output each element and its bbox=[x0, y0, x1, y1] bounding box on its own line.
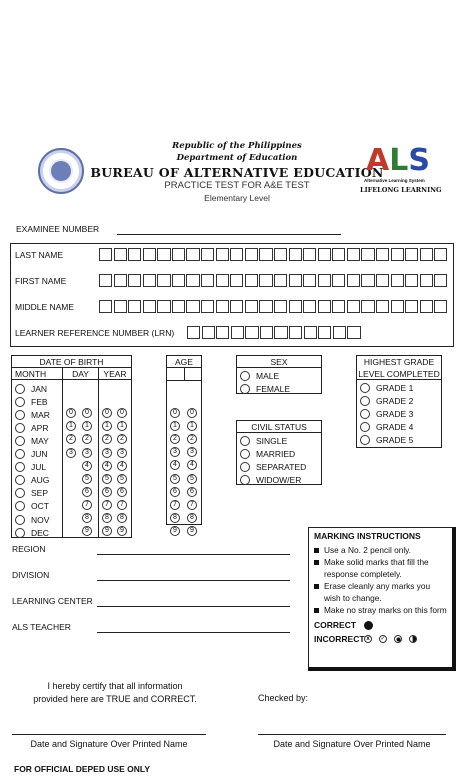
letter-box[interactable] bbox=[274, 326, 287, 339]
letter-box[interactable] bbox=[420, 300, 433, 313]
letter-box[interactable] bbox=[143, 300, 156, 313]
radio-bubble[interactable] bbox=[360, 435, 370, 445]
option-item[interactable] bbox=[360, 407, 438, 420]
correct-label: CORRECT bbox=[314, 620, 357, 630]
radio-bubble[interactable] bbox=[240, 371, 250, 381]
letter-box[interactable] bbox=[99, 248, 112, 261]
grade-panel bbox=[356, 355, 442, 448]
radio-bubble[interactable] bbox=[15, 515, 25, 525]
radio-bubble[interactable] bbox=[360, 396, 370, 406]
info-field-input[interactable] bbox=[97, 580, 290, 581]
incorrect-label: INCORRECT bbox=[314, 634, 365, 644]
digit-bubble[interactable]: 7 bbox=[170, 500, 180, 510]
month-option[interactable] bbox=[15, 461, 61, 474]
letter-box[interactable] bbox=[260, 326, 273, 339]
digit-bubble[interactable]: 7 bbox=[102, 500, 112, 510]
month-label: NOV bbox=[31, 514, 50, 525]
digit-bubble[interactable]: 1 bbox=[102, 421, 112, 431]
letter-boxes bbox=[99, 248, 449, 261]
option-item[interactable] bbox=[240, 369, 318, 382]
sex-panel bbox=[236, 355, 322, 394]
digit-bubble[interactable]: 8 bbox=[117, 513, 127, 523]
department-text: Department of Education bbox=[176, 153, 298, 163]
radio-bubble[interactable] bbox=[240, 449, 250, 459]
letter-box[interactable] bbox=[245, 274, 258, 287]
digit-bubble[interactable]: 6 bbox=[187, 487, 197, 497]
digit-bubble[interactable]: 6 bbox=[117, 487, 127, 497]
letter-box[interactable] bbox=[420, 274, 433, 287]
letter-box[interactable] bbox=[172, 248, 185, 261]
radio-bubble[interactable] bbox=[15, 410, 25, 420]
republic-text: Republic of the Philippines bbox=[172, 141, 302, 151]
digit-bubble[interactable]: 6 bbox=[102, 487, 112, 497]
radio-bubble[interactable] bbox=[15, 384, 25, 394]
letter-box[interactable] bbox=[245, 248, 258, 261]
letter-box[interactable] bbox=[143, 274, 156, 287]
letter-box[interactable] bbox=[347, 274, 360, 287]
month-option[interactable] bbox=[15, 408, 61, 421]
digit-bubble[interactable]: 3 bbox=[102, 448, 112, 458]
letter-boxes bbox=[99, 300, 449, 313]
year-label: YEAR bbox=[98, 368, 131, 379]
certify-line-2: provided here are TRUE and CORRECT. bbox=[33, 694, 197, 704]
marking-title: MARKING INSTRUCTIONS bbox=[314, 531, 421, 541]
test-title: PRACTICE TEST FOR A&E TEST bbox=[164, 180, 310, 191]
digit-bubble[interactable]: 7 bbox=[187, 500, 197, 510]
grade-title-2: LEVEL COMPLETED bbox=[358, 369, 440, 379]
letter-box[interactable] bbox=[230, 274, 243, 287]
letter-box[interactable] bbox=[114, 274, 127, 287]
letter-box[interactable] bbox=[245, 326, 258, 339]
age-panel bbox=[166, 355, 202, 534]
month-option[interactable] bbox=[15, 513, 61, 526]
option-label: WIDOW/ER bbox=[256, 474, 302, 485]
dob-title: DATE OF BIRTH bbox=[12, 356, 131, 368]
digit-bubble[interactable]: 5 bbox=[102, 474, 112, 484]
logo-slogan: LIFELONG LEARNING bbox=[360, 186, 442, 194]
letter-box[interactable] bbox=[245, 300, 258, 313]
month-label: MAY bbox=[31, 435, 49, 446]
info-field-input[interactable] bbox=[97, 554, 290, 555]
letter-box[interactable] bbox=[186, 248, 199, 261]
letter-box[interactable] bbox=[289, 274, 302, 287]
letter-box[interactable] bbox=[332, 300, 345, 313]
radio-bubble[interactable] bbox=[240, 475, 250, 485]
letter-box[interactable] bbox=[347, 300, 360, 313]
letter-box[interactable] bbox=[157, 300, 170, 313]
signature-line-left[interactable] bbox=[12, 734, 206, 735]
option-item[interactable] bbox=[360, 433, 438, 446]
digit-bubble[interactable]: 4 bbox=[117, 461, 127, 471]
month-option[interactable] bbox=[15, 421, 61, 434]
letter-box[interactable] bbox=[391, 274, 404, 287]
digit-bubble[interactable]: 0 bbox=[102, 408, 112, 418]
bureau-title: BUREAU OF ALTERNATIVE EDUCATION bbox=[90, 165, 384, 180]
letter-box[interactable] bbox=[230, 300, 243, 313]
digit-bubble[interactable]: 3 bbox=[66, 448, 76, 458]
radio-bubble[interactable] bbox=[15, 397, 25, 407]
civil-status-panel bbox=[236, 420, 322, 485]
letter-box[interactable] bbox=[202, 326, 215, 339]
option-item[interactable] bbox=[360, 381, 438, 394]
digit-bubble[interactable]: 4 bbox=[82, 461, 92, 471]
month-label: FEB bbox=[31, 396, 48, 407]
incorrect-mark-icon bbox=[409, 635, 417, 643]
month-label: DEC bbox=[31, 527, 49, 538]
checked-by-label: Checked by: bbox=[258, 693, 309, 703]
option-item[interactable] bbox=[240, 382, 318, 395]
letter-box[interactable] bbox=[157, 248, 170, 261]
examinee-number-field[interactable] bbox=[117, 234, 341, 235]
info-field-input[interactable] bbox=[97, 606, 290, 607]
digit-bubble[interactable]: 9 bbox=[82, 526, 92, 536]
letter-box[interactable] bbox=[318, 274, 331, 287]
incorrect-mark-icon: ✓ bbox=[380, 636, 386, 642]
radio-bubble[interactable] bbox=[360, 422, 370, 432]
letter-box[interactable] bbox=[361, 300, 374, 313]
incorrect-mark-icon: x bbox=[364, 635, 372, 643]
letter-box[interactable] bbox=[201, 274, 214, 287]
level-text: Elementary Level bbox=[204, 193, 270, 203]
digit-bubble[interactable]: 1 bbox=[170, 421, 180, 431]
digit-bubble[interactable]: 6 bbox=[170, 487, 180, 497]
digit-bubble[interactable]: 0 bbox=[82, 408, 92, 418]
name-field-row bbox=[11, 326, 453, 340]
letter-box[interactable] bbox=[201, 300, 214, 313]
digit-bubble[interactable]: 9 bbox=[117, 526, 127, 536]
letter-box[interactable] bbox=[318, 248, 331, 261]
letter-box[interactable] bbox=[186, 300, 199, 313]
info-field-label: LEARNING CENTER bbox=[12, 596, 93, 606]
letter-box[interactable] bbox=[201, 248, 214, 261]
letter-box[interactable] bbox=[391, 300, 404, 313]
digit-bubble[interactable]: 2 bbox=[66, 434, 76, 444]
name-fields-panel bbox=[10, 243, 454, 347]
digit-bubble[interactable]: 2 bbox=[82, 434, 92, 444]
letter-box[interactable] bbox=[289, 326, 302, 339]
digit-bubble[interactable]: 9 bbox=[187, 526, 197, 536]
month-option[interactable] bbox=[15, 395, 61, 408]
letter-box[interactable] bbox=[172, 274, 185, 287]
letter-box[interactable] bbox=[434, 274, 447, 287]
letter-box[interactable] bbox=[391, 248, 404, 261]
letter-box[interactable] bbox=[231, 326, 244, 339]
digit-bubble[interactable]: 1 bbox=[66, 421, 76, 431]
option-item[interactable] bbox=[360, 420, 438, 433]
digit-bubble[interactable]: 3 bbox=[170, 447, 180, 457]
letter-box[interactable] bbox=[274, 300, 287, 313]
digit-bubble[interactable]: 9 bbox=[170, 526, 180, 536]
digit-bubble[interactable]: 2 bbox=[102, 434, 112, 444]
filled-bubble-icon bbox=[364, 621, 373, 630]
radio-bubble[interactable] bbox=[15, 436, 25, 446]
letter-box[interactable] bbox=[361, 248, 374, 261]
letter-box[interactable] bbox=[434, 248, 447, 261]
letter-box[interactable] bbox=[157, 274, 170, 287]
digit-bubble[interactable]: 6 bbox=[82, 487, 92, 497]
info-field-label: ALS TEACHER bbox=[12, 622, 71, 632]
letter-box[interactable] bbox=[303, 274, 316, 287]
letter-box[interactable] bbox=[405, 248, 418, 261]
radio-bubble[interactable] bbox=[15, 475, 25, 485]
civil-status-title: CIVIL STATUS bbox=[237, 421, 321, 433]
letter-box[interactable] bbox=[216, 300, 229, 313]
letter-box[interactable] bbox=[332, 248, 345, 261]
radio-bubble[interactable] bbox=[240, 384, 250, 394]
info-field-label: REGION bbox=[12, 544, 46, 554]
letter-box[interactable] bbox=[186, 274, 199, 287]
letter-box[interactable] bbox=[114, 300, 127, 313]
option-label: MARRIED bbox=[256, 448, 296, 459]
letter-box[interactable] bbox=[347, 326, 360, 339]
letter-box[interactable] bbox=[318, 300, 331, 313]
digit-bubble[interactable]: 3 bbox=[187, 447, 197, 457]
letter-boxes bbox=[99, 274, 449, 287]
name-field-label: LEARNER REFERENCE NUMBER (LRN) bbox=[15, 328, 175, 338]
name-field-row bbox=[11, 274, 453, 288]
radio-bubble[interactable] bbox=[15, 528, 25, 538]
letter-box[interactable] bbox=[128, 248, 141, 261]
radio-bubble[interactable] bbox=[15, 423, 25, 433]
digit-bubble[interactable]: 8 bbox=[102, 513, 112, 523]
digit-bubble[interactable]: 2 bbox=[187, 434, 197, 444]
signature-line-right[interactable] bbox=[258, 734, 446, 735]
digit-bubble[interactable]: 7 bbox=[82, 500, 92, 510]
option-label: MALE bbox=[256, 370, 280, 381]
logo-tagline: Alternative Learning System bbox=[364, 178, 425, 183]
digit-bubble[interactable]: 7 bbox=[117, 500, 127, 510]
month-option[interactable] bbox=[15, 487, 61, 500]
certify-line-1: I hereby certify that all information bbox=[47, 681, 183, 691]
info-field-label: DIVISION bbox=[12, 570, 50, 580]
month-option[interactable] bbox=[15, 434, 61, 447]
marking-instructions-panel bbox=[308, 527, 456, 671]
letter-box[interactable] bbox=[420, 248, 433, 261]
digit-bubble[interactable]: 3 bbox=[117, 448, 127, 458]
radio-bubble[interactable] bbox=[240, 436, 250, 446]
option-item[interactable] bbox=[240, 447, 318, 460]
digit-bubble[interactable]: 9 bbox=[102, 526, 112, 536]
option-item[interactable] bbox=[360, 394, 438, 407]
month-label: MAR bbox=[31, 409, 50, 420]
letter-box[interactable] bbox=[405, 274, 418, 287]
month-label: MONTH bbox=[15, 369, 47, 379]
letter-box[interactable] bbox=[289, 248, 302, 261]
instruction-item: Make solid marks that fill the response completely. bbox=[314, 556, 447, 580]
letter-box[interactable] bbox=[361, 274, 374, 287]
instruction-item: Use a No. 2 pencil only. bbox=[314, 544, 447, 556]
letter-box[interactable] bbox=[347, 248, 360, 261]
letter-box[interactable] bbox=[216, 274, 229, 287]
letter-box[interactable] bbox=[333, 326, 346, 339]
letter-box[interactable] bbox=[114, 248, 127, 261]
radio-bubble[interactable] bbox=[360, 383, 370, 393]
name-field-row bbox=[11, 248, 453, 262]
month-label: APR bbox=[31, 422, 49, 433]
digit-bubble[interactable]: 4 bbox=[102, 461, 112, 471]
option-label: GRADE 1 bbox=[376, 382, 414, 393]
month-option[interactable] bbox=[15, 382, 61, 395]
incorrect-mark-icon bbox=[394, 635, 402, 643]
month-option[interactable] bbox=[15, 526, 61, 539]
option-label: FEMALE bbox=[256, 383, 291, 394]
name-field-label: FIRST NAME bbox=[15, 276, 67, 286]
digit-bubble[interactable]: 4 bbox=[187, 460, 197, 470]
option-label: GRADE 5 bbox=[376, 434, 414, 445]
digit-bubble[interactable]: 5 bbox=[82, 474, 92, 484]
date-of-birth-panel bbox=[11, 355, 132, 538]
letter-box[interactable] bbox=[274, 274, 287, 287]
option-item[interactable] bbox=[240, 473, 318, 486]
digit-bubble[interactable]: 1 bbox=[82, 421, 92, 431]
grade-title-1: HIGHEST GRADE bbox=[363, 357, 435, 367]
digit-bubble[interactable]: 5 bbox=[187, 474, 197, 484]
letter-box[interactable] bbox=[434, 300, 447, 313]
letter-box[interactable] bbox=[99, 274, 112, 287]
letter-box[interactable] bbox=[259, 248, 272, 261]
radio-bubble[interactable] bbox=[360, 409, 370, 419]
option-item[interactable] bbox=[240, 434, 318, 447]
month-label: SEP bbox=[31, 488, 49, 499]
month-option[interactable] bbox=[15, 448, 61, 461]
instruction-item: Make no stray marks on this form bbox=[314, 604, 447, 616]
sex-title: SEX bbox=[237, 356, 321, 368]
option-label: SINGLE bbox=[256, 435, 288, 446]
letter-box[interactable] bbox=[172, 300, 185, 313]
month-option[interactable] bbox=[15, 500, 61, 513]
letter-box[interactable] bbox=[303, 300, 316, 313]
name-field-label: MIDDLE NAME bbox=[15, 302, 75, 312]
letter-box[interactable] bbox=[128, 300, 141, 313]
digit-bubble[interactable]: 1 bbox=[187, 421, 197, 431]
digit-bubble[interactable]: 3 bbox=[82, 448, 92, 458]
letter-box[interactable] bbox=[259, 300, 272, 313]
digit-bubble[interactable]: 8 bbox=[187, 513, 197, 523]
letter-box[interactable] bbox=[318, 326, 331, 339]
letter-box[interactable] bbox=[187, 326, 200, 339]
digit-bubble[interactable]: 8 bbox=[170, 513, 180, 523]
logo-letter-a: A bbox=[366, 143, 390, 178]
digit-bubble[interactable]: 5 bbox=[117, 474, 127, 484]
digit-bubble[interactable]: 0 bbox=[170, 408, 180, 418]
name-field-row bbox=[11, 300, 453, 314]
official-use-label: FOR OFFICIAL DEPED USE ONLY bbox=[14, 764, 151, 774]
signature-label-right: Date and Signature Over Printed Name bbox=[273, 739, 431, 749]
letter-box[interactable] bbox=[274, 248, 287, 261]
option-item[interactable] bbox=[240, 460, 318, 473]
letter-box[interactable] bbox=[376, 274, 389, 287]
option-label: GRADE 2 bbox=[376, 395, 414, 406]
month-option[interactable] bbox=[15, 474, 61, 487]
letter-box[interactable] bbox=[128, 274, 141, 287]
letter-box[interactable] bbox=[216, 326, 229, 339]
digit-bubble[interactable]: 0 bbox=[187, 408, 197, 418]
month-label: JUL bbox=[31, 462, 47, 473]
digit-bubble[interactable]: 0 bbox=[66, 408, 76, 418]
month-label: AUG bbox=[31, 475, 50, 486]
month-label: JAN bbox=[31, 383, 48, 394]
logo-letter-l: L bbox=[389, 143, 409, 178]
digit-bubble[interactable]: 4 bbox=[170, 460, 180, 470]
digit-bubble[interactable]: 0 bbox=[117, 408, 127, 418]
instruction-item: Erase cleanly any marks you wish to change. bbox=[314, 580, 447, 604]
letter-box[interactable] bbox=[303, 248, 316, 261]
als-logo bbox=[360, 143, 442, 206]
letter-box[interactable] bbox=[99, 300, 112, 313]
month-label: JUN bbox=[31, 449, 48, 459]
logo-letter-s: S bbox=[408, 143, 430, 178]
radio-bubble[interactable] bbox=[15, 488, 25, 498]
letter-box[interactable] bbox=[376, 248, 389, 261]
name-field-label: LAST NAME bbox=[15, 250, 64, 260]
option-label: GRADE 4 bbox=[376, 421, 414, 432]
option-label: GRADE 3 bbox=[376, 408, 414, 419]
letter-box[interactable] bbox=[304, 326, 317, 339]
letter-box[interactable] bbox=[230, 248, 243, 261]
day-label: DAY bbox=[62, 368, 98, 379]
digit-bubble[interactable]: 1 bbox=[117, 421, 127, 431]
letter-box[interactable] bbox=[332, 274, 345, 287]
digit-bubble[interactable]: 8 bbox=[82, 513, 92, 523]
letter-boxes bbox=[187, 326, 362, 339]
digit-bubble[interactable]: 2 bbox=[117, 434, 127, 444]
radio-bubble[interactable] bbox=[15, 462, 25, 472]
letter-box[interactable] bbox=[216, 248, 229, 261]
radio-bubble[interactable] bbox=[15, 449, 25, 459]
radio-bubble[interactable] bbox=[15, 501, 25, 511]
examinee-number-label: EXAMINEE NUMBER bbox=[16, 224, 100, 234]
signature-label-left: Date and Signature Over Printed Name bbox=[30, 739, 188, 749]
radio-bubble[interactable] bbox=[240, 462, 250, 472]
letter-box[interactable] bbox=[376, 300, 389, 313]
age-title: AGE bbox=[167, 356, 201, 368]
digit-bubble[interactable]: 5 bbox=[170, 474, 180, 484]
info-field-input[interactable] bbox=[97, 632, 290, 633]
digit-bubble[interactable]: 2 bbox=[170, 434, 180, 444]
letter-box[interactable] bbox=[289, 300, 302, 313]
month-label: OCT bbox=[31, 501, 49, 512]
option-label: SEPARATED bbox=[256, 461, 307, 472]
letter-box[interactable] bbox=[259, 274, 272, 287]
letter-box[interactable] bbox=[405, 300, 418, 313]
letter-box[interactable] bbox=[143, 248, 156, 261]
